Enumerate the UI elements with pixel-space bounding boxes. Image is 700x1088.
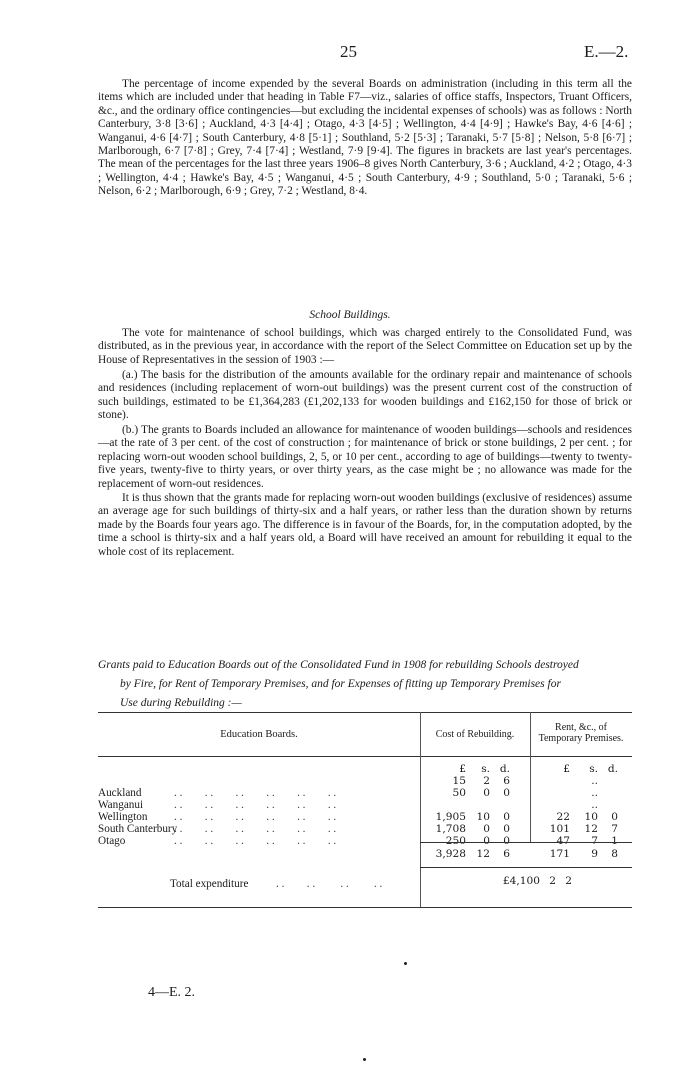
board-name: Wellington bbox=[98, 811, 148, 823]
subtotal-rent-pence: 8 bbox=[611, 848, 618, 860]
cost-cell: 0 bbox=[503, 787, 510, 799]
cost-cell: 6 bbox=[503, 775, 510, 787]
unit-shillings-rent: s. bbox=[589, 763, 598, 775]
board-name: South Canterbury bbox=[98, 823, 178, 835]
section-heading: School Buildings. bbox=[309, 309, 391, 321]
cost-cell: 15 bbox=[452, 775, 466, 787]
cost-cell: 1,905 bbox=[435, 811, 466, 823]
unit-pence: d. bbox=[499, 763, 510, 775]
rent-cell: 47 bbox=[556, 835, 570, 847]
cost-cell: 0 bbox=[483, 835, 490, 847]
rent-cell: .. bbox=[591, 799, 598, 811]
subtotal-cost-pounds: 3,928 bbox=[435, 848, 466, 860]
header-education-boards: Education Boards. bbox=[220, 729, 298, 740]
total-leader-dots: . . . . . . . . bbox=[276, 878, 383, 890]
table-header-rule bbox=[98, 756, 632, 757]
header-rent-line-1: Rent, &c., of bbox=[555, 722, 607, 733]
footer-signature: 4—E. 2. bbox=[148, 985, 196, 1000]
unit-shillings: s. bbox=[481, 763, 490, 775]
board-name: Otago bbox=[98, 835, 126, 847]
conclusion-paragraph: It is thus shown that the grants made for replacing worn-out wooden buildings (exclusive of residences) assume an average age for such buildings of thirty-six and a half years, or rather less than the duration shown by returns made by the Boards four years ago. The difference is in favour of the Boards, for, in the computation adopted, by the time a school is thirty-six and a half years old, a Board will have received an amount for rebuilding it equal to the whole cost of its replacement. bbox=[98, 492, 632, 558]
leader-dots: . . . . . . . . . . . . bbox=[174, 787, 337, 799]
board-name: Auckland bbox=[98, 787, 142, 799]
cost-cell: 0 bbox=[483, 823, 490, 835]
grants-table bbox=[98, 712, 632, 908]
cost-cell: 10 bbox=[476, 811, 490, 823]
total-pounds: £4,100 bbox=[502, 875, 540, 887]
unit-pounds-rent: £ bbox=[563, 763, 570, 775]
unit-pounds: £ bbox=[459, 763, 466, 775]
rent-cell: 101 bbox=[549, 823, 570, 835]
page-number: 25 bbox=[340, 42, 357, 61]
print-mark bbox=[363, 1058, 366, 1061]
total-label: Total expenditure bbox=[170, 878, 249, 890]
header-rent-line-2: Temporary Premises. bbox=[538, 733, 624, 744]
grants-paragraph: (b.) The grants to Boards included an allowance for maintenance of wooden buildings—schools and residences—at the rate of 3 per cent. of the cost of construction ; for maintenance of brick or stone buildings, 2 per cent. ; for replacing worn-out wooden school buildings, 2, 5, or 10 per cent., according to age of buildings—twenty to twenty-five years, twenty-five to thirty years, or over thirty years, as the case might be ; no allowance was made for the replacement of worn-out residences. bbox=[98, 424, 632, 490]
subtotal-cost-shillings: 12 bbox=[476, 848, 490, 860]
subtotal-rent-pounds: 171 bbox=[549, 848, 570, 860]
table-caption-line-2: by Fire, for Rent of Temporary Premises, and for Expenses of fitting up Temporary Premises for bbox=[120, 678, 561, 690]
document-reference: E.—2. bbox=[584, 42, 629, 61]
rent-cell: 0 bbox=[611, 811, 618, 823]
leader-dots: . . . . . . . . . . . . bbox=[174, 799, 337, 811]
table-top-rule bbox=[98, 712, 632, 713]
total-pence: 2 bbox=[565, 875, 572, 887]
table-caption-line-3: Use during Rebuilding :— bbox=[120, 697, 242, 709]
rent-cell: .. bbox=[591, 787, 598, 799]
cost-cell: 0 bbox=[503, 835, 510, 847]
leader-dots: . . . . . . . . . . . . bbox=[174, 811, 337, 823]
cost-cell: 0 bbox=[503, 823, 510, 835]
table-bottom-rule bbox=[98, 907, 632, 908]
cost-cell: 0 bbox=[503, 811, 510, 823]
rent-cell: 1 bbox=[611, 835, 618, 847]
header-cost-of-rebuilding: Cost of Rebuilding. bbox=[435, 729, 515, 740]
leader-dots: . . . . . . . . . . . . bbox=[174, 835, 337, 847]
maintenance-paragraph: The vote for maintenance of school buildings, which was charged entirely to the Consolidated Fund, was distributed, as in the previous year, in accordance with the report of the Select Committee on Education set up by the House of Representatives in the session of 1903 :— bbox=[98, 327, 632, 366]
administration-paragraph: The percentage of income expended by the several Boards on administration (including in this term all the items which are included under that heading in Table F7—viz., salaries of office staffs, Inspectors, Truant Officers, &c., and the ordinary office contingencies—but excluding the incidental expenses of schools) was as follows : North Canterbury, 3·8 [3·6] ; Auckland, 4·3 [4·4] ; Otago, 4·3 [4·5] ; Wellington, 4·4 [4·9] ; Hawke's Bay, 4·6 [4·6] ; Wanganui, 4·6 [4·7] ; South Canterbury, 4·8 [5·1] ; Southland, 5·2 [5·3] ; Taranaki, 5·7 [5·8] ; Nelson, 5·8 [6·7] ; Marlborough, 6·7 [7·8] ; Grey, 7·4 [7·4] ; Westland, 7·9 [9·4]. The figures in brackets are last year's percentages. The mean of the percentages for the last three years 1906–8 gives North Canterbury, 3·6 ; Auckland, 4·2 ; Otago, 4·3 ; Wellington, 4·4 ; Hawke's Bay, 4·5 ; Wanganui, 4·5 ; South Canterbury, 4·9 ; Southland, 5·0 ; Taranaki, 5·6 ; Nelson, 6·2 ; Marlborough, 6·9 ; Grey, 7·2 ; Westland, 8·4. bbox=[98, 78, 632, 198]
subtotal-rule bbox=[420, 842, 632, 843]
rent-cell: 12 bbox=[584, 823, 598, 835]
cost-cell: 0 bbox=[483, 787, 490, 799]
rent-cell: 7 bbox=[591, 835, 598, 847]
table-caption-line-1: Grants paid to Education Boards out of the Consolidated Fund in 1908 for rebuilding Schools destroyed bbox=[98, 659, 579, 671]
leader-dots: . . . . . . . . . . . . bbox=[174, 823, 337, 835]
cost-cell: 2 bbox=[483, 775, 490, 787]
subtotal-cost-pence: 6 bbox=[503, 848, 510, 860]
cost-cell: 250 bbox=[445, 835, 466, 847]
total-rule bbox=[420, 867, 632, 868]
rent-cell: 22 bbox=[556, 811, 570, 823]
rent-cell: 7 bbox=[611, 823, 618, 835]
cost-cell: 50 bbox=[452, 787, 466, 799]
unit-pence-rent: d. bbox=[607, 763, 618, 775]
table-caption bbox=[98, 656, 632, 713]
subtotal-rent-shillings: 9 bbox=[591, 848, 598, 860]
rent-cell: 10 bbox=[584, 811, 598, 823]
board-name: Wanganui bbox=[98, 799, 144, 811]
rent-cell: .. bbox=[591, 775, 598, 787]
print-mark bbox=[404, 962, 407, 965]
total-shillings: 2 bbox=[549, 875, 556, 887]
cost-cell: 1,708 bbox=[435, 823, 466, 835]
basis-paragraph: (a.) The basis for the distribution of the amounts available for the ordinary repair and maintenance of schools and residences (including replacement of worn-out buildings) was the present current cost of the construction of such buildings, estimated to be £1,364,283 (£1,202,133 for wooden buildings and £162,150 for those of brick or stone). bbox=[98, 369, 632, 422]
